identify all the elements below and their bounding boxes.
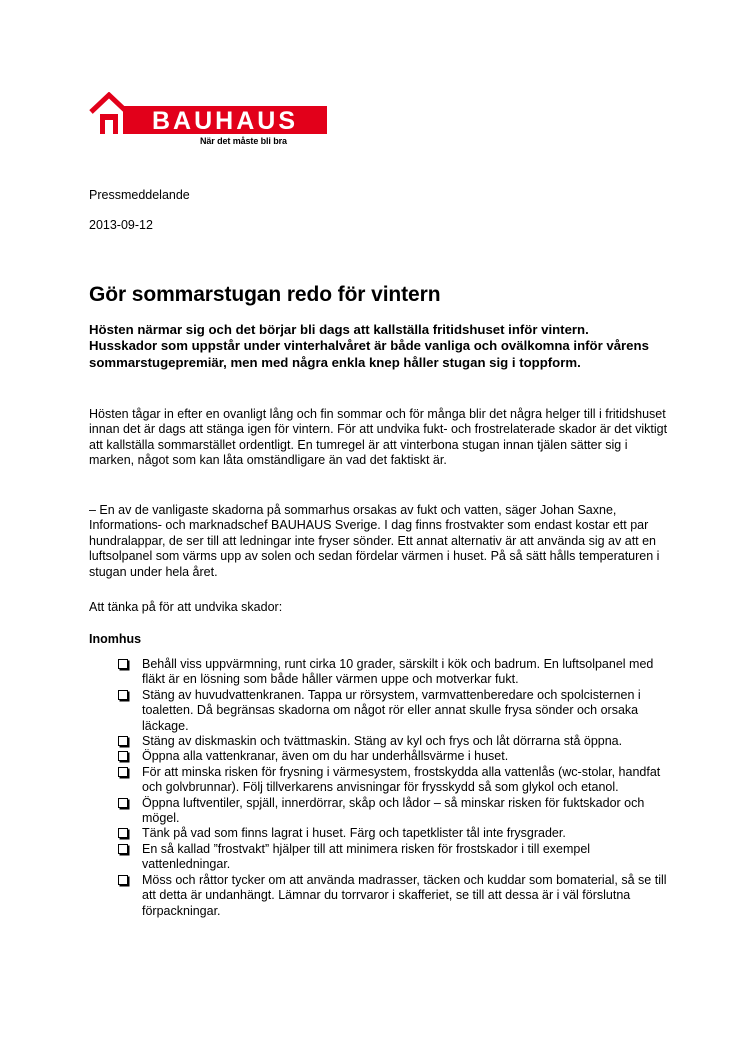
checklist-item: Stäng av diskmaskin och tvättmaskin. Stäng av kyl och frys och låt dörrarna stå öppna.: [118, 734, 678, 749]
checklist-item: Tänk på vad som finns lagrat i huset. Färg och tapetklister tål inte frysgrader.: [118, 826, 678, 841]
checkbox-icon: [118, 844, 128, 854]
bauhaus-logo-mark: [89, 92, 329, 136]
checklist-item: Stäng av huvudvattenkranen. Tappa ur rörsystem, varmvattenberedare och spolcisternen i toaletten. Då begränsas skadorna om något rör eller annat skulle frysa sönder och orsaka läckage.: [118, 688, 678, 734]
checklist-item: Öppna luftventiler, spjäll, innerdörrar, skåp och lådor – så minskar risken för fuktskador och mögel.: [118, 796, 678, 827]
body-paragraph: Hösten tågar in efter en ovanligt lång och fin sommar och för många blir det några helger till i fritidshuset innan det är dags att stänga igen för vintern. För att undvika fukt- och frostrelaterade skador är det viktigt att kallställa sommarstället ordentligt. En tumregel är att vinterbona stugan innan tjälen sätter sig i marken, något som kan låta omständligare än vad det faktiskt är.: [89, 407, 668, 468]
section-heading-inomhus: Inomhus: [89, 632, 142, 646]
checklist-item: Behåll viss uppvärmning, runt cirka 10 grader, särskilt i kök och badrum. En luftsolpanel med fläkt är en lösning som både håller värmen uppe och motverkar fukt.: [118, 657, 678, 688]
checkbox-icon: [118, 659, 128, 669]
body-paragraph: – En av de vanligaste skadorna på sommarhus orsakas av fukt och vatten, säger Johan Saxne, Informations- och marknadschef BAUHAUS Sverige. I dag finns frostvakter som endast kostar ett par hundralappar, de ser till att ledningar inte fryser sönder. Ett annat alternativ är att använda sig av att en luftsolpanel som värms upp av solen och sedan fördelar värmen i huset. På så sätt hålls temperaturen i stugan under hela året.: [89, 503, 660, 579]
checklist-item: För att minska risken för frysning i värmesystem, frostskydda alla vattenlås (wc-stolar, handfat och golvbrunnar). Följ tillverkarens anvisningar för frysskydd så som glykol och etanol.: [118, 765, 678, 796]
checklist-item: Öppna alla vattenkranar, även om du har underhållsvärme i huset.: [118, 749, 678, 764]
document-type: Pressmeddelande: [89, 188, 190, 202]
checklist: [118, 657, 678, 919]
article-title: Gör sommarstugan redo för vintern: [89, 283, 441, 306]
checkbox-icon: [118, 828, 128, 838]
document-date: 2013-09-12: [89, 218, 153, 232]
checkbox-icon: [118, 767, 128, 777]
checklist-item: Möss och råttor tycker om att använda madrasser, täcken och kuddar som bomaterial, så se till att detta är undanhängt. Lämnar du torrvaror i skafferiet, se till att dessa är i väl förslutna förpackningar.: [118, 873, 678, 919]
checkbox-icon: [118, 798, 128, 808]
checklist-item: En så kallad ”frostvakt” hjälper till att minimera risken för frostskador i till exempel vattenledningar.: [118, 842, 678, 873]
body-paragraph: Att tänka på för att undvika skador:: [89, 600, 283, 614]
checkbox-icon: [118, 690, 128, 700]
brand-tagline: När det måste bli bra: [200, 136, 287, 146]
brand-name: BAUHAUS: [152, 107, 298, 135]
article-lead: Hösten närmar sig och det börjar bli dags att kallställa fritidshuset inför vintern. Husskador som uppstår under vinterhalvåret är både vanliga och ovälkomna inför vårens sommarstugepremiär, men med några enkla knep håller stugan sig i toppform.: [89, 322, 649, 370]
checkbox-icon: [118, 736, 128, 746]
checkbox-icon: [118, 751, 128, 761]
checkbox-icon: [118, 875, 128, 885]
